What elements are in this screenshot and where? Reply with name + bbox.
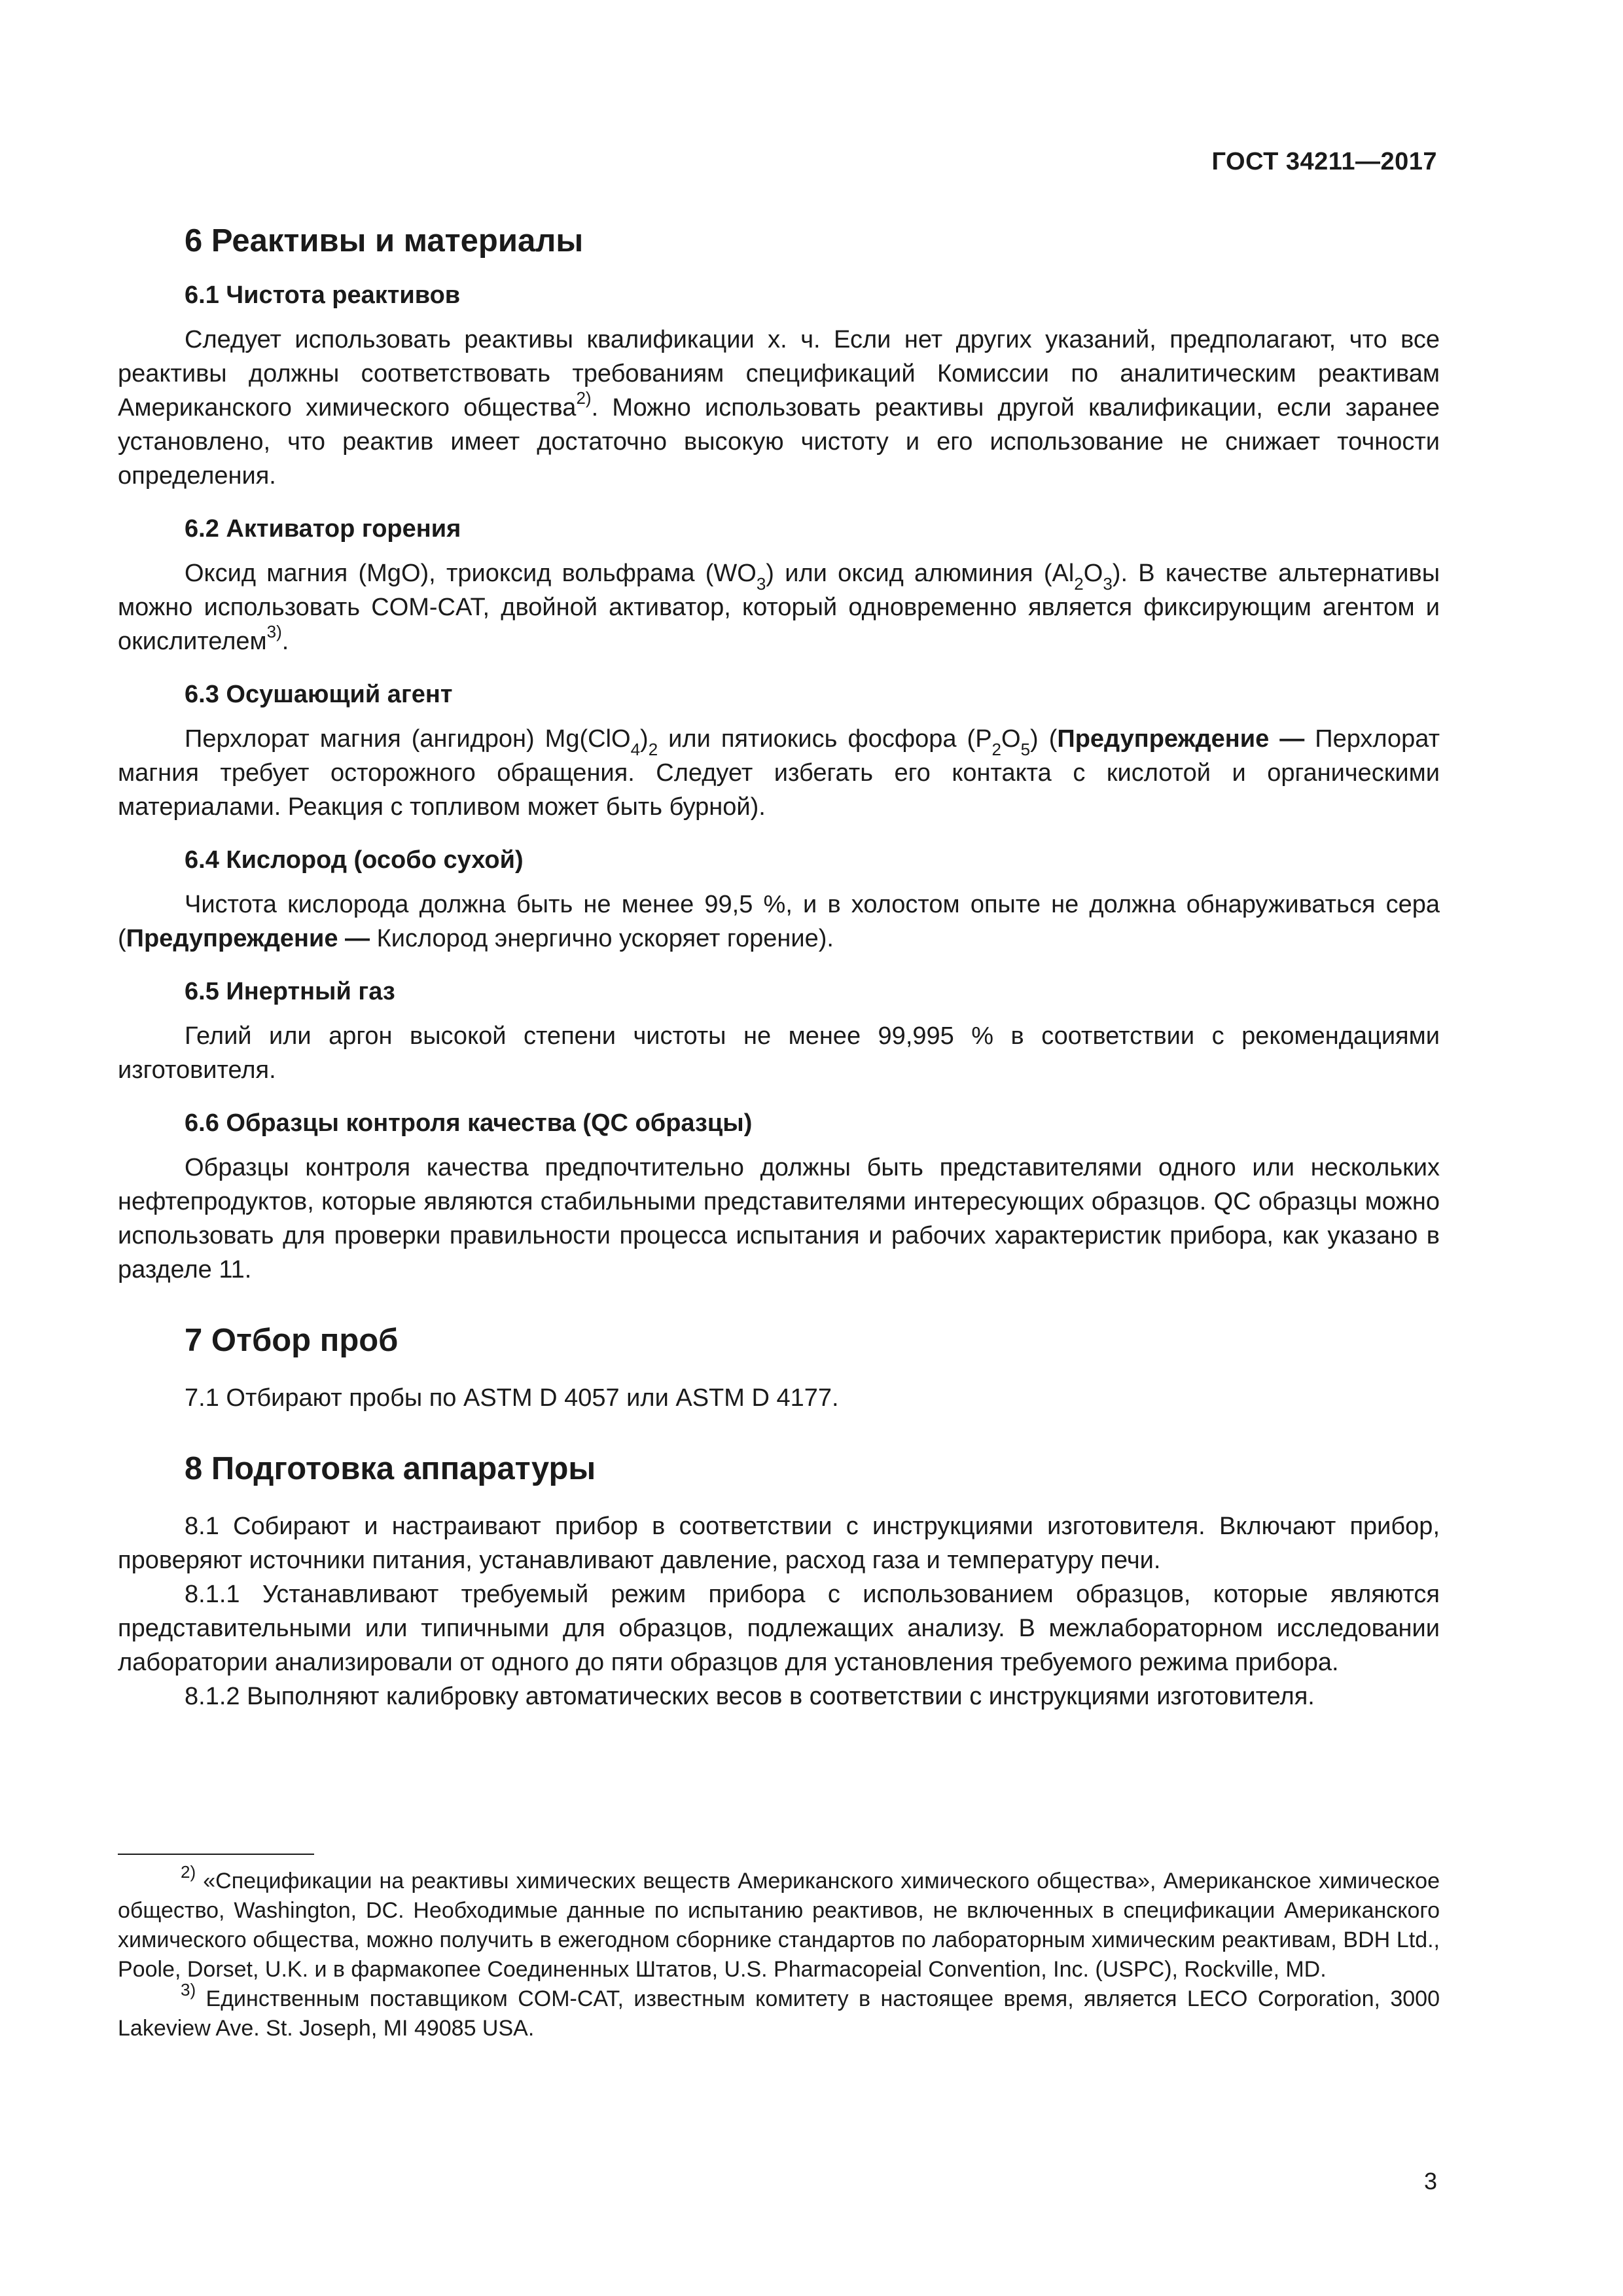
page-number: 3 bbox=[1423, 2168, 1437, 2195]
footnote-separator bbox=[118, 1854, 314, 1855]
section-8-1-1-text: 8.1.1 Устанавливают требуемый режим прибора с использованием образцов, которые являются представительными или типичными для образцов, подлежащих анализу. В межлабораторном исследовании лаборатории анализировали от одного до пяти образцов для установления требуемого режима прибора. bbox=[118, 1581, 1440, 1676]
section-7 bbox=[118, 1322, 1440, 1415]
footnote-ref-2[interactable]: 2) bbox=[576, 388, 592, 408]
warning-label: Предупреждение — bbox=[1057, 725, 1305, 753]
section-6-3-text: Перхлорат магния (ангидрон) $Mg(ClO_4)_2$ или пятиокись фосфора $(P_2O_5)$ (Предупреждение — Перхлорат магния требует осторожного обращения. Следует избегать его контакта с кислотой и органическими материалами. Реакция с топливом может быть бурной). bbox=[118, 725, 1440, 821]
footnotes bbox=[118, 1861, 1440, 2043]
section-6-4 bbox=[118, 846, 1440, 956]
section-6-5-title: 6.5 Инертный газ bbox=[185, 978, 395, 1005]
section-6-5-text: Гелий или аргон высокой степени чистоты не менее 99,995 % в соответствии с рекомендациями изготовителя. bbox=[118, 1022, 1440, 1084]
section-8 bbox=[118, 1450, 1440, 1713]
section-6-3-title: 6.3 Осушающий агент bbox=[185, 681, 453, 708]
section-6-1 bbox=[118, 281, 1440, 493]
section-6-4-text: Чистота кислорода должна быть не менее 99,5 %, и в холостом опыте не должна обнаруживаться сера (Предупреждение — Кислород энергично ускоряет горение). bbox=[118, 891, 1440, 952]
standard-code: ГОСТ 34211—2017 bbox=[1211, 148, 1437, 175]
section-6-2-title: 6.2 Активатор горения bbox=[185, 515, 461, 543]
section-7-title: 7 Отбор проб bbox=[185, 1323, 399, 1358]
footnote-3: $^{3)}$ Единственным поставщиком COM-CAT, известным комитету в настоящее время, является LECO Corporation, 3000 Lakeview Ave. St. Joseph, MI 49085 USA. bbox=[118, 1979, 1440, 2041]
footnote-mark: 2) bbox=[181, 1861, 196, 1882]
section-6-4-title: 6.4 Кислород (особо сухой) bbox=[185, 846, 524, 874]
footnote-ref-3[interactable]: 3) bbox=[266, 622, 282, 642]
section-6-2-text: Оксид магния (MgO), триоксид вольфрама $(WO_3)$ или оксид алюминия $(Al_2O_3)$. В качестве альтернативы можно использовать COM-CAT, двойной активатор, который одновременно является фиксирующим агентом и окислителем$^{3)}$. bbox=[118, 560, 1440, 655]
section-6-6-title: 6.6 Образцы контроля качества (QC образцы) bbox=[185, 1109, 753, 1137]
section-6-5 bbox=[118, 978, 1440, 1087]
section-8-1-2-text: 8.1.2 Выполняют калибровку автоматических весов в соответствии с инструкциями изготовителя. bbox=[185, 1683, 1315, 1710]
section-6-1-text: Следует использовать реактивы квалификации х. ч. Если нет других указаний, предполагают, что все реактивы должны соответствовать требованиям спецификаций Комиссии по аналитическим реактивам Американского химического общества$^{2)}$. Можно использовать реактивы другой квалификации, если заранее установлено, что реактив имеет достаточно высокую чистоту и его использование не снижает точности определения. bbox=[118, 326, 1440, 490]
section-6-6 bbox=[118, 1109, 1440, 1287]
section-6-3 bbox=[118, 681, 1440, 824]
section-7-1-text: 7.1 Отбирают пробы по ASTM D 4057 или ASTM D 4177. bbox=[185, 1384, 839, 1412]
footnote-2: $^{2)}$ «Спецификации на реактивы химических веществ Американского химического общества», Американское химическое общество, Washington, DC. Необходимые данные по испытанию реактивов, не включенных в спецификации Американского химического общества, можно получить в ежегодном сборнике стандартов по лабораторным химическим реактивам, BDH Ltd., Poole, Dorset, U.K. и в фармакопее Соединенных Штатов, U.S. Pharmacopeial Convention, Inc. (USPC), Rockville, MD. bbox=[118, 1861, 1440, 1982]
section-8-title: 8 Подготовка аппаратуры bbox=[185, 1451, 596, 1486]
footnote-mark: 3) bbox=[181, 1979, 196, 2000]
section-6-6-text: Образцы контроля качества предпочтительно должны быть представителями одного или нескольких нефтепродуктов, которые являются стабильными представителями интересующих образцов. QC образцы можно использовать для проверки правильности процесса испытания и рабочих характеристик прибора, как указано в разделе 11. bbox=[118, 1154, 1440, 1283]
section-8-1-text: 8.1 Собирают и настраивают прибор в соответствии с инструкциями изготовителя. Включают прибор, проверяют источники питания, устанавливают давление, расход газа и температуру печи. bbox=[118, 1513, 1440, 1574]
section-6-1-title: 6.1 Чистота реактивов bbox=[185, 281, 461, 309]
page-content bbox=[118, 223, 1440, 1713]
warning-label: Предупреждение — bbox=[126, 925, 370, 952]
section-6-2 bbox=[118, 515, 1440, 658]
section-6-title: 6 Реактивы и материалы bbox=[185, 223, 584, 259]
